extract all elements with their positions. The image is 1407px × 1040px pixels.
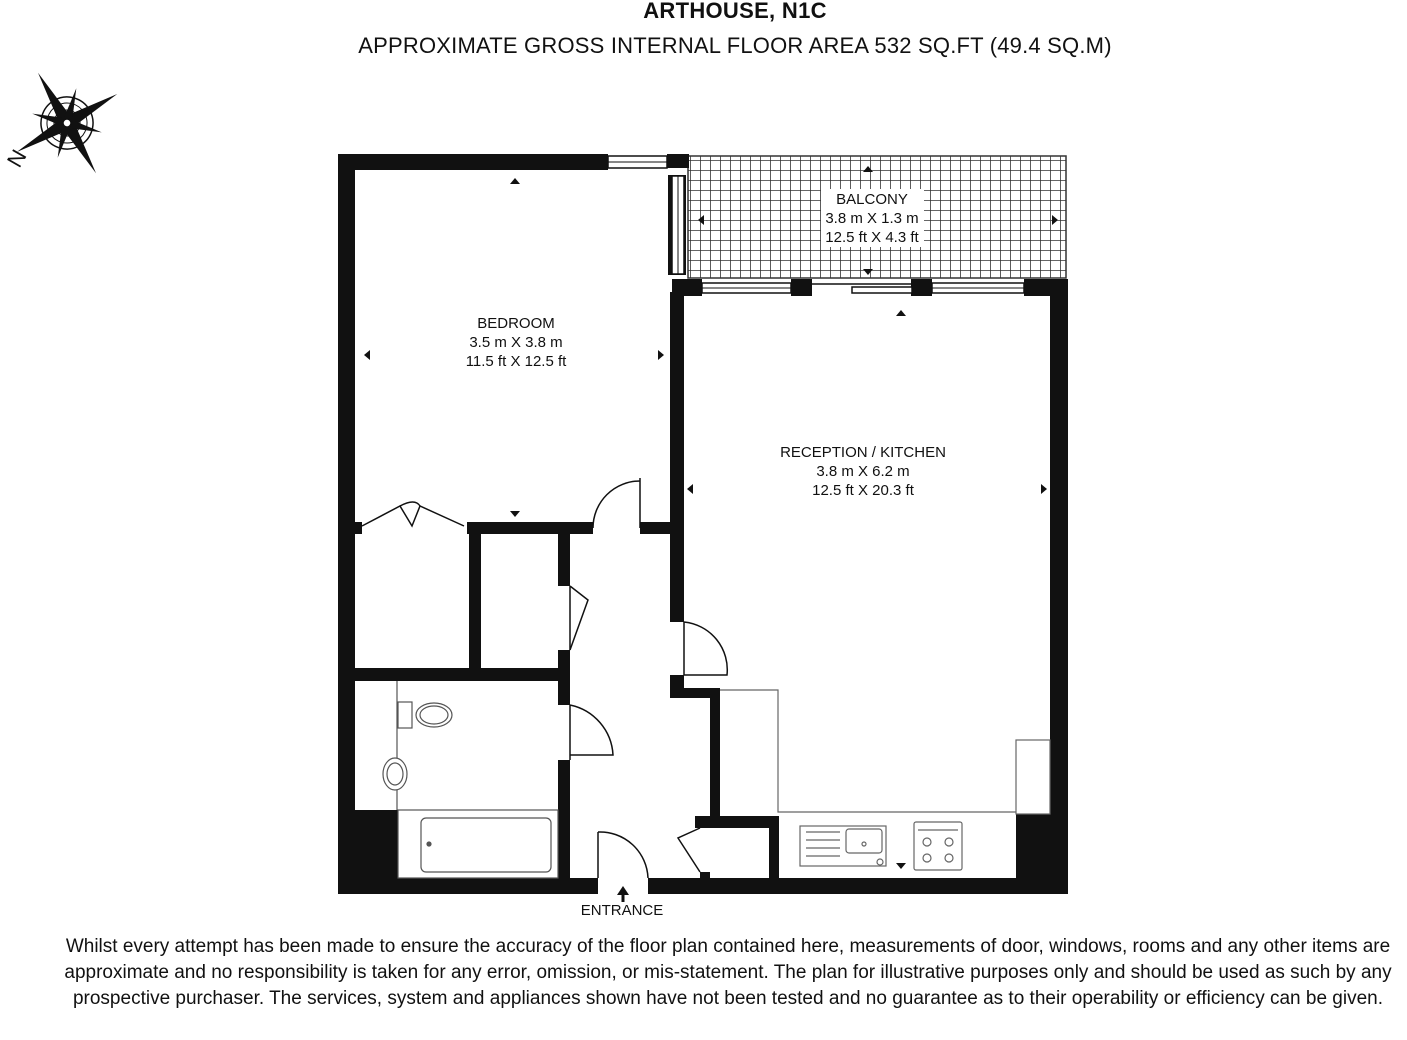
reception-imperial: 12.5 ft X 20.3 ft	[812, 482, 914, 499]
balcony-sliding-door	[812, 284, 912, 293]
compass-icon	[0, 44, 146, 202]
bedroom-label: BEDROOM	[477, 315, 555, 332]
entrance-arrow-icon	[617, 886, 629, 902]
balcony-label: BALCONY	[836, 191, 908, 208]
bedroom-imperial: 11.5 ft X 12.5 ft	[465, 353, 567, 370]
balcony-metric: 3.8 m X 1.3 m	[825, 210, 919, 227]
balcony-imperial: 12.5 ft X 4.3 ft	[825, 229, 919, 246]
reception-label: RECEPTION / KITCHEN	[780, 444, 946, 461]
disclaimer-text: Whilst every attempt has been made to ensure the accuracy of the floor plan contained here, measurements of door, windows, rooms and any other items are approximate and no responsibility is taken for any error, omission, or mis-statement. The plan for illustrative purposes only and should be used as such by any prospective purchaser. The services, system and appliances shown have not been tested and no guarantee as to their operability or efficiency can be given.	[64, 936, 1392, 1009]
bathroom-fixtures	[383, 681, 558, 878]
entrance-label: ENTRANCE	[580, 902, 664, 919]
plan-title: ARTHOUSE, N1C	[643, 0, 827, 23]
compass-north-label: N	[1, 145, 32, 172]
bedroom-metric: 3.5 m X 3.8 m	[469, 334, 563, 351]
floor-area-subtitle: APPROXIMATE GROSS INTERNAL FLOOR AREA 532 SQ.FT (49.4 SQ.M)	[358, 33, 1112, 58]
reception-metric: 3.8 m X 6.2 m	[816, 463, 910, 480]
